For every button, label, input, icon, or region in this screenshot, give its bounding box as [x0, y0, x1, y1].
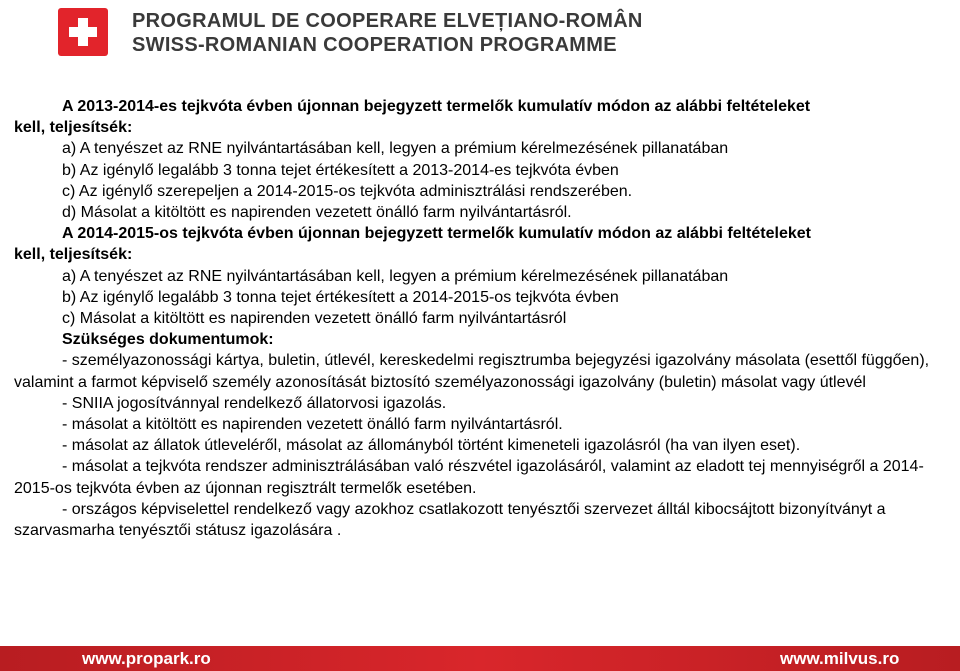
header — [0, 0, 960, 64]
list-item: c) Az igénylő szerepeljen a 2014-2015-os tejkvóta adminisztrálási rendszerében. — [62, 182, 633, 200]
list-item: d) Másolat a kitöltött es napirenden vezetett önálló farm nyilvántartásról. — [62, 204, 572, 222]
list-item: b) Az igénylő legalább 3 tonna tejet értékesített a 2013-2014-es tejkvóta évben — [62, 161, 619, 179]
list-item: - személyazonossági kártya, buletin, útlevél, kereskedelmi regisztrumba bejegyzési igazolvány másolata (esettől függően), valamint a farmot képviselő személy azonosítását biztosító személyazonossági igazolvány (buletin) másolat vagy útlevél — [14, 352, 930, 391]
program-title-en: SWISS-ROMANIAN COOPERATION PROGRAMME — [132, 34, 617, 56]
section1-heading: A 2013-2014-es tejkvóta évben újonnan bejegyzett termelők kumulatív módon az alábbi feltételeket — [62, 98, 811, 115]
list-item: a) A tenyészet az RNE nyilvántartásában kell, legyen a prémium kérelmezésének pillanatában — [62, 140, 729, 158]
list-item: a) A tenyészet az RNE nyilvántartásában kell, legyen a prémium kérelmezésének pillanatában — [62, 267, 729, 285]
footer-link-milvus[interactable]: www.milvus.ro — [780, 649, 900, 668]
list-item: - másolat a tejkvóta rendszer adminisztrálásában való részvétel igazolásáról, valamint az eladott tej mennyiségről a 2014-2015-os tejkvóta évben az újonnan regisztrált termelők esetében. — [14, 458, 924, 497]
list-item: c) Másolat a kitöltött es napirenden vezetett önálló farm nyilvántartásról — [62, 310, 567, 328]
section2-heading: A 2014-2015-os tejkvóta évben újonnan bejegyzett termelők kumulatív módon az alábbi feltételeket — [62, 225, 811, 243]
section2-heading-cont: kell, teljesítsék: — [14, 246, 133, 264]
swiss-cross-icon — [58, 8, 108, 56]
list-item: - SNIIA jogosítvánnyal rendelkező állatorvosi igazolás. — [62, 394, 447, 412]
list-item: - másolat az állatok útleveléről, másolat az állományból történt kimeneteli igazolásról (ha van ilyen eset). — [62, 437, 801, 455]
program-title-ro: PROGRAMUL DE COOPERARE ELVEȚIANO-ROMÂN — [132, 10, 643, 32]
footer-link-propark[interactable]: www.propark.ro — [82, 649, 211, 668]
section1-heading-cont: kell, teljesítsék: — [14, 119, 133, 137]
footer-bar — [0, 646, 960, 671]
document-body — [14, 96, 934, 541]
list-item: - országos képviselettel rendelkező vagy azokhoz csatlakozott tenyésztői szervezet álltál kibocsájtott bizonyítványt a szarvasmarha tenyésztői státusz igazolására . — [14, 500, 886, 540]
documents-heading: Szükséges dokumentumok: — [62, 331, 274, 349]
list-item: - másolat a kitöltött es napirenden vezetett önálló farm nyilvántartásról. — [62, 416, 563, 434]
list-item: b) Az igénylő legalább 3 tonna tejet értékesített a 2014-2015-os tejkvóta évben — [62, 288, 619, 306]
